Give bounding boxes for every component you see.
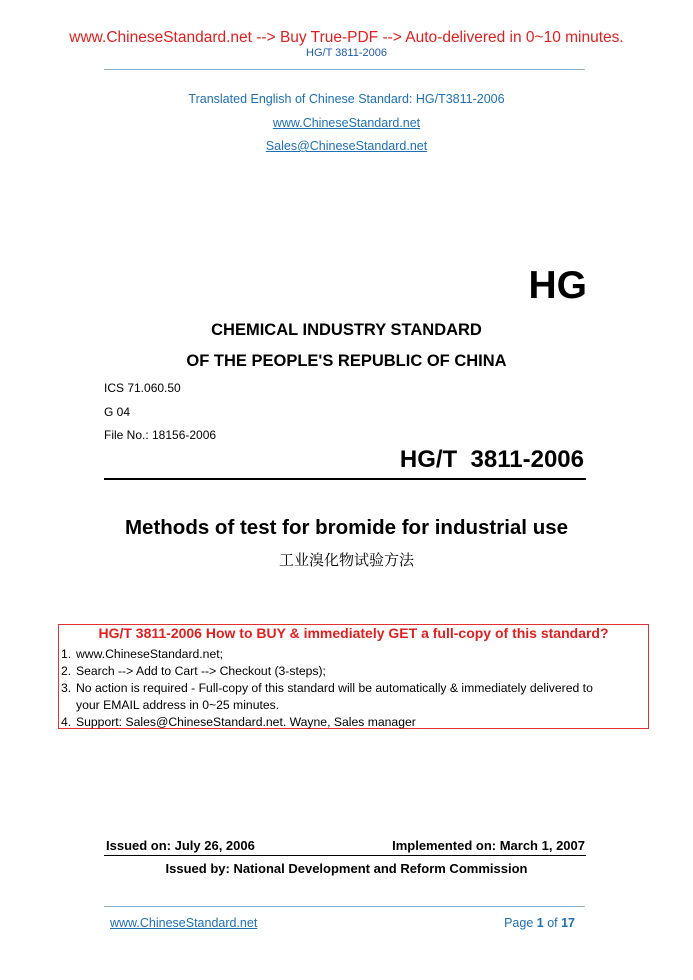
step-number: 3. (61, 681, 72, 695)
g-code: G 04 (104, 405, 131, 419)
buy-step (61, 680, 593, 697)
issued-on-date: Issued on: July 26, 2006 (106, 838, 255, 853)
translation-note: Translated English of Chinese Standard: HG/T3811-2006 (188, 92, 505, 106)
ics-code: ICS 71.060.50 (104, 381, 181, 395)
step-number: 2. (61, 664, 72, 678)
header-standard-code: HG/T 3811-2006 (306, 47, 387, 59)
step-text: Search --> Add to Cart --> Checkout (3-steps); (76, 664, 326, 678)
issue-divider (104, 855, 586, 856)
page-current: 1 (536, 916, 544, 930)
document-title-chinese: 工业溴化物试验方法 (278, 552, 414, 569)
standard-type-line1: CHEMICAL INDUSTRY STANDARD (211, 321, 482, 339)
implemented-on-date: Implemented on: March 1, 2007 (392, 838, 585, 853)
step-text: Support: Sales@ChineseStandard.net. Wayne, Sales manager (76, 715, 416, 729)
buy-heading: HG/T 3811-2006 How to BUY & immediately GET a full-copy of this standard? (98, 625, 609, 641)
footer-website-link[interactable]: www.ChineseStandard.net (110, 916, 258, 930)
page-total: 17 (561, 916, 575, 930)
footer-divider (104, 906, 585, 907)
buy-step (61, 646, 223, 663)
step-text[interactable]: www.ChineseStandard.net; (76, 647, 224, 661)
step-text: No action is required - Full-copy of this standard will be automatically & immediately delivered to (76, 681, 593, 695)
standard-type-line2: OF THE PEOPLE'S REPUBLIC OF CHINA (186, 352, 507, 370)
sales-email-link[interactable]: Sales@ChineseStandard.net (265, 139, 428, 153)
header-divider (104, 69, 585, 70)
issuing-authority: Issued by: National Development and Reform Commission (165, 861, 528, 876)
buy-step-continuation (76, 697, 279, 714)
document-title-english: Methods of test for bromide for industrial use (124, 516, 569, 539)
step-number: 1. (61, 647, 72, 661)
buy-step (61, 714, 416, 731)
number-divider (104, 478, 586, 480)
buy-step (61, 663, 326, 680)
standard-number: HG/T 3811-2006 (399, 446, 584, 473)
step-text: your EMAIL address in 0~25 minutes. (76, 698, 280, 712)
page-indicator (504, 916, 575, 930)
page-label: Page (504, 916, 537, 930)
page-of: of (543, 916, 562, 930)
file-number: File No.: 18156-2006 (104, 428, 217, 442)
step-number: 4. (61, 715, 72, 729)
hg-logo: HG (528, 264, 587, 307)
website-link[interactable]: www.ChineseStandard.net (272, 116, 421, 130)
top-banner[interactable]: www.ChineseStandard.net --> Buy True-PDF --> Auto-delivered in 0~10 minutes. (69, 29, 624, 46)
